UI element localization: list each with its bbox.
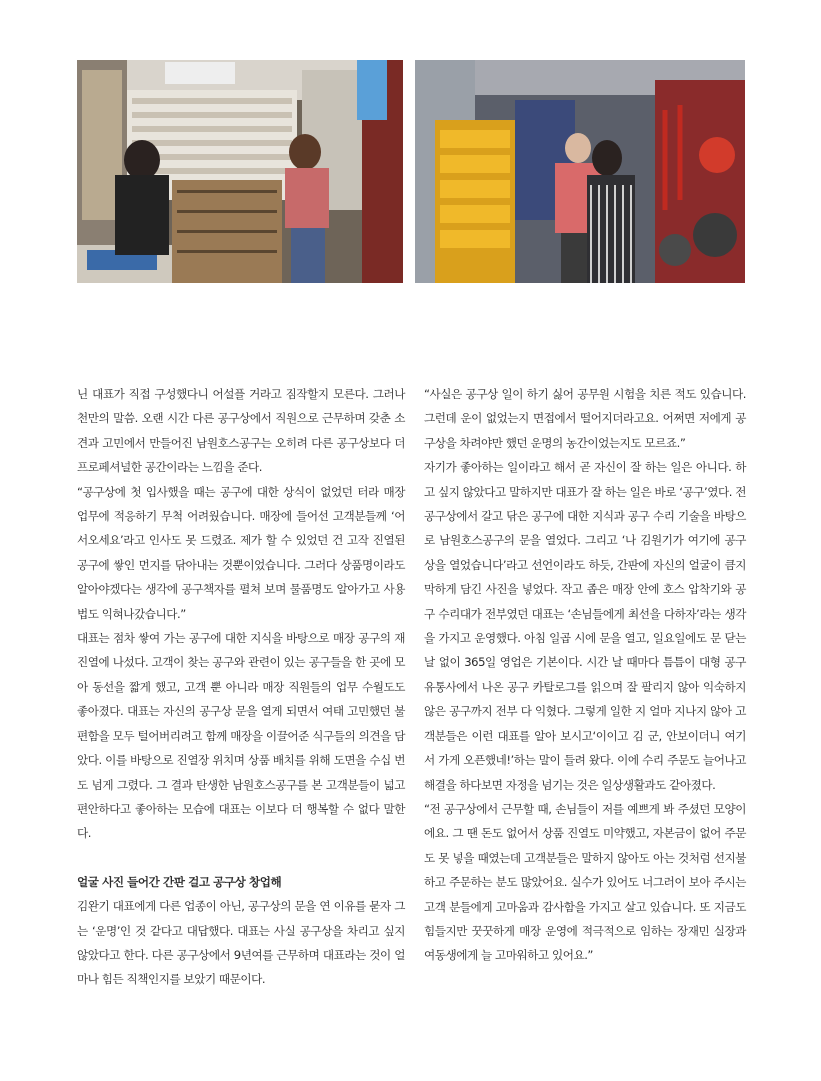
article-column-left [77, 382, 405, 992]
shop-photo-left [77, 60, 403, 283]
paragraph: 대표는 점차 쌓여 가는 공구에 대한 지식을 바탕으로 매장 공구의 재진열에 나섰다. 고객이 찾는 공구와 관련이 있는 공구들을 한 곳에 모아 동선을 짧게 했고, 고객 뿐 아니라 매장 직원들의 업무 수월도도 좋아졌다. 대표는 자신의 공구상 문을 열게 되면서 여태 고민했던 불편함을 모두 털어버리려고 함께 매장을 이끌어준 식구들의 의견을 담았다. 이를 바탕으로 진열장 위치며 상품 배치를 위해 도면을 수십 번도 넘게 그렸다. 그 결과 탄생한 남원호스공구를 본 고객분들이 넓고 편안하다고 좋아하는 모습에 대표는 이보다 더 행복할 수 없다 말한다. [77, 631, 405, 841]
quote-paragraph: “전 공구상에서 근무할 때, 손님들이 저를 예쁘게 봐 주셨던 모양이에요. 그 땐 돈도 없어서 상품 진열도 미약했고, 자본금이 없어 주문도 못 넣을 때였는데 고객분들은 말하지 않아도 아는 것처럼 선지불 하고 주문하는 분도 많았어요. 실수가 있어도 너그러이 보아 주시는 고객 분들에게 고마움과 감사함을 가지고 살고 있습니다. 또 지금도 힘들지만 꿋꿋하게 매장 운영에 적극적으로 임하는 장재민 실장과 여동생에게 늘 고마워하고 있어요.” [424, 801, 746, 963]
paragraph: 김완기 대표에게 다른 업종이 아닌, 공구상의 문을 연 이유를 묻자 그는 ‘운명’인 것 같다고 대답했다. 대표는 사실 공구상을 차리고 싶지 않았다고 한다. 다른 공구상에서 9년여를 근무하며 대표라는 것이 얼마나 힘든 직책인지를 보았기 때문이다. [77, 899, 405, 987]
article-column-right [424, 382, 746, 968]
section-subheading: 얼굴 사진 들어간 간판 걸고 공구상 창업해 [77, 874, 282, 889]
shop-photo-right [415, 60, 745, 283]
quote-paragraph: “공구상에 첫 입사했을 때는 공구에 대한 상식이 없었던 터라 매장 업무에 적응하기 무척 어려웠습니다. 매장에 들어선 고객분들께 ‘어서오세요’라고 인사도 못 드렸죠. 제가 할 수 있었던 건 고작 진열된 공구에 쌓인 먼지를 닦아내는 것뿐이었습니다. 그러다 상품명이라도 알아야겠다는 생각에 공구책자를 펼쳐 보며 물품명도 알아가고 사용법도 익혀나갔습니다.” [77, 484, 405, 621]
quote-paragraph: “사실은 공구상 일이 하기 싫어 공무원 시험을 치른 적도 있습니다. 그런데 운이 없었는지 면접에서 떨어지더라고요. 어쩌면 저에게 공구상을 차려야만 했던 운명의 농간이었는지도 모르죠.” [424, 387, 746, 450]
paragraph: 자기가 좋아하는 일이라고 해서 곧 자신이 잘 하는 일은 아니다. 하고 싶지 않았다고 말하지만 대표가 잘 하는 일은 바로 ‘공구’였다. 전 공구상에서 갈고 닦은 공구에 대한 지식과 공구 수리 기술을 바탕으로 남원호스공구의 문을 열었다. 그리고 ‘나 김원기가 여기에 공구상을 열었습니다’라고 선언이라도 하듯, 간판에 자신의 얼굴이 큼지막하게 담긴 사진을 넣었다. 작고 좁은 매장 안에 호스 압착기와 공구 수리대가 전부였던 대표는 ‘손님들에게 최선을 다하자’라는 생각을 가지고 운영했다. 아침 일곱 시에 문을 열고, 일요일에도 문 닫는 날 없이 365일 영업은 기본이다. 시간 날 때마다 틈틈이 대형 공구유통사에서 나온 공구 카탈로그를 읽으며 잘 팔리지 않아 익숙하지 않은 공구까지 전부 다 익혔다. 그렇게 일한 지 얼마 지나지 않아 고객분들은 이런 대표를 알아 보시고‘이이고 김 군, 안보이더니 여기서 가게 오픈했네!’하는 말이 들려 왔다. 이에 수리 주문도 늘어나고 해결을 하다보면 자정을 넘기는 것은 일상생활과도 같아졌다. [424, 460, 746, 792]
paragraph: 닌 대표가 직접 구성했다니 어설플 거라고 짐작할지 모른다. 그러나 천만의 말씀. 오랜 시간 다른 공구상에서 직원으로 근무하며 갖춘 소견과 고민에서 만들어진 남원호스공구는 오히려 다른 공구상보다 더 프로페셔널한 공간이라는 느낌을 준다. [77, 387, 405, 475]
paragraph-gap [77, 846, 405, 870]
